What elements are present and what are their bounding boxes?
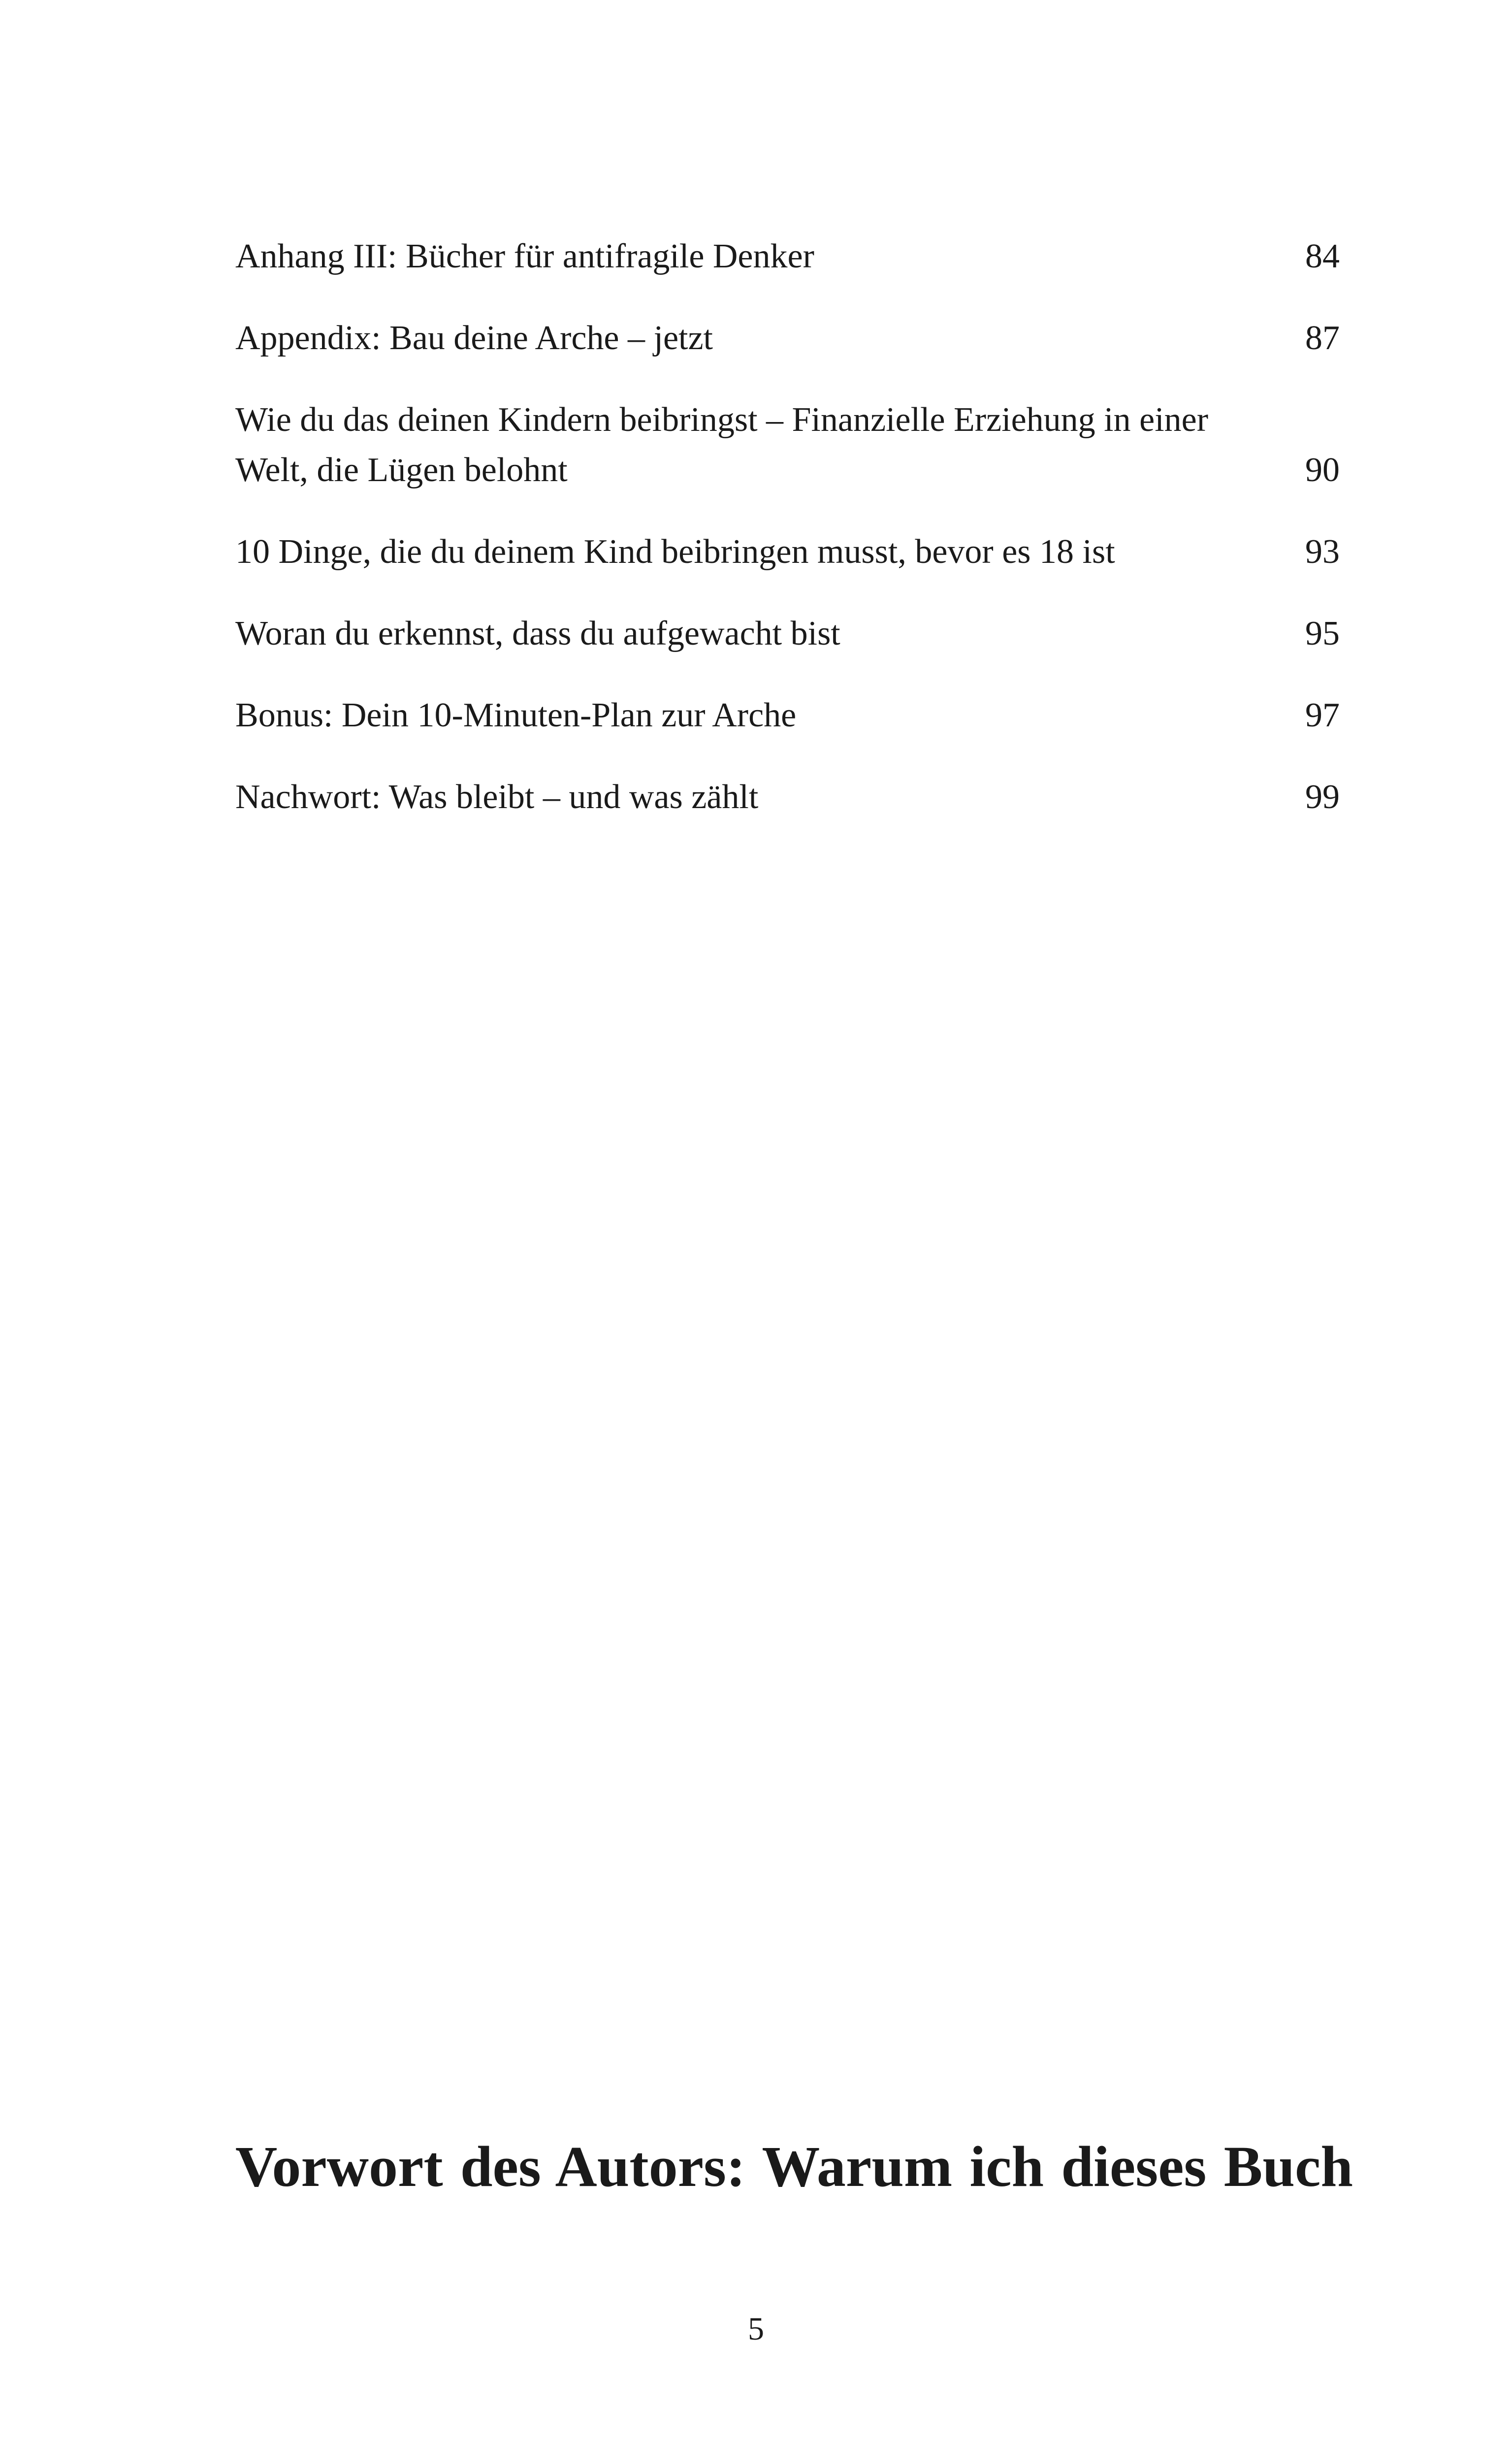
table-of-contents <box>235 231 1340 854</box>
toc-entry-page: 97 <box>1305 696 1340 734</box>
toc-entry-page: 93 <box>1305 533 1340 571</box>
toc-entry-title: Woran du erkennst, dass du aufgewacht bist <box>235 615 840 652</box>
page-number: 5 <box>748 2311 764 2347</box>
toc-entry-title: 10 Dinge, die du deinem Kind beibringen musst, bevor es 18 ist <box>235 533 1115 571</box>
toc-entry-title: Wie du das deinen Kindern beibringst – Finanzielle Erziehung in einer Welt, die Lügen belohnt <box>235 401 1209 489</box>
toc-entry-title: Bonus: Dein 10-Minuten-Plan zur Arche <box>235 696 797 734</box>
toc-entry-page: 90 <box>1305 451 1340 489</box>
toc-entry <box>235 690 1340 741</box>
toc-entry <box>235 395 1340 495</box>
toc-entry <box>235 231 1340 282</box>
toc-entry-page: 84 <box>1305 237 1340 275</box>
toc-entry-page: 95 <box>1305 615 1340 652</box>
section-heading: Vorwort des Autors: Warum ich dieses Buch <box>235 2134 1353 2199</box>
toc-entry-page: 99 <box>1305 778 1340 816</box>
toc-entry <box>235 313 1340 363</box>
toc-entry <box>235 772 1340 822</box>
toc-entry-title: Nachwort: Was bleibt – und was zählt <box>235 778 759 816</box>
toc-entry-page: 87 <box>1305 319 1340 357</box>
toc-entry-title: Appendix: Bau deine Arche – jetzt <box>235 319 713 357</box>
toc-entry <box>235 609 1340 659</box>
toc-entry <box>235 527 1340 577</box>
toc-entry-title: Anhang III: Bücher für antifragile Denker <box>235 237 814 275</box>
